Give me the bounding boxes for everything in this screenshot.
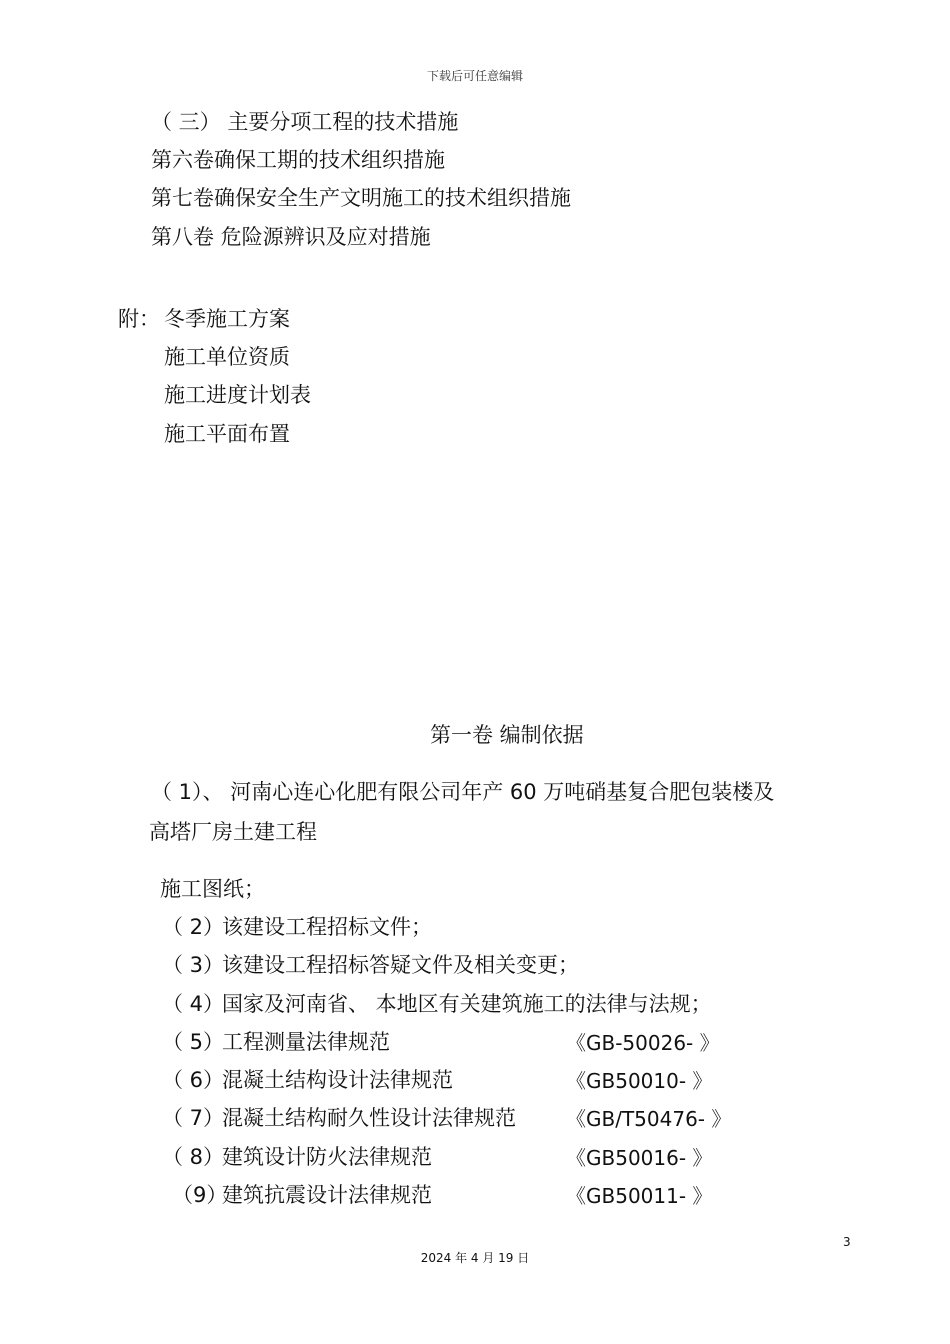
item-number: （ 6） (162, 1068, 225, 1092)
item-text: 建筑设计防火法律规范 (222, 1145, 432, 1169)
item-number: （ 2） (162, 915, 225, 939)
page-header: 下载后可任意编辑 (426, 69, 523, 83)
appendix-item: 施工平面布置 (164, 422, 290, 446)
standard-code: 《GB50010- 》 (566, 1069, 713, 1093)
item-text: 混凝土结构耐久性设计法律规范 (222, 1106, 516, 1130)
item-text: 混凝土结构设计法律规范 (222, 1068, 453, 1092)
item-number: （ 4） (162, 992, 225, 1016)
basis-intro-line1: （ 1）、 河南心连心化肥有限公司年产 60 万吨硝基复合肥包装楼及 (151, 780, 775, 804)
item-number: （ 5） (162, 1030, 225, 1054)
item-number: （9） (172, 1183, 228, 1207)
item-text: 国家及河南省、 本地区有关建筑施工的法律与法规； (222, 992, 712, 1016)
standard-code: 《GB50016- 》 (566, 1146, 713, 1170)
item-number: （ 3） (162, 953, 225, 977)
basis-intro-line2: 高塔厂房土建工程 (149, 820, 317, 844)
page-number: 3 (843, 1235, 851, 1249)
appendix-item: 冬季施工方案 (164, 307, 290, 331)
toc-item: 第六卷确保工期的技术组织措施 (151, 148, 445, 172)
basis-drawings: 施工图纸； (160, 877, 265, 901)
item-text: 该建设工程招标答疑文件及相关变更； (222, 953, 579, 977)
toc-item: 第八卷 危险源辨识及应对措施 (151, 225, 431, 249)
standard-code: 《GB50011- 》 (566, 1184, 713, 1208)
appendix-item: 施工单位资质 (164, 345, 290, 369)
item-number: （ 7） (162, 1106, 225, 1130)
standard-code: 《GB-50026- 》 (566, 1031, 720, 1055)
item-text: 该建设工程招标文件； (222, 915, 432, 939)
item-text: 工程测量法律规范 (222, 1030, 390, 1054)
appendix-item: 施工进度计划表 (164, 383, 311, 407)
toc-item: （ 三） 主要分项工程的技术措施 (151, 110, 459, 134)
volume-title: 第一卷 编制依据 (430, 723, 584, 747)
item-number: （ 8） (162, 1145, 225, 1169)
item-text: 建筑抗震设计法律规范 (222, 1183, 432, 1207)
appendix-label: 附： (118, 307, 160, 331)
standard-code: 《GB/T50476- 》 (566, 1107, 732, 1131)
footer-date: 2024 年 4 月 19 日 (420, 1251, 530, 1265)
toc-item: 第七卷确保安全生产文明施工的技术组织措施 (151, 186, 571, 210)
